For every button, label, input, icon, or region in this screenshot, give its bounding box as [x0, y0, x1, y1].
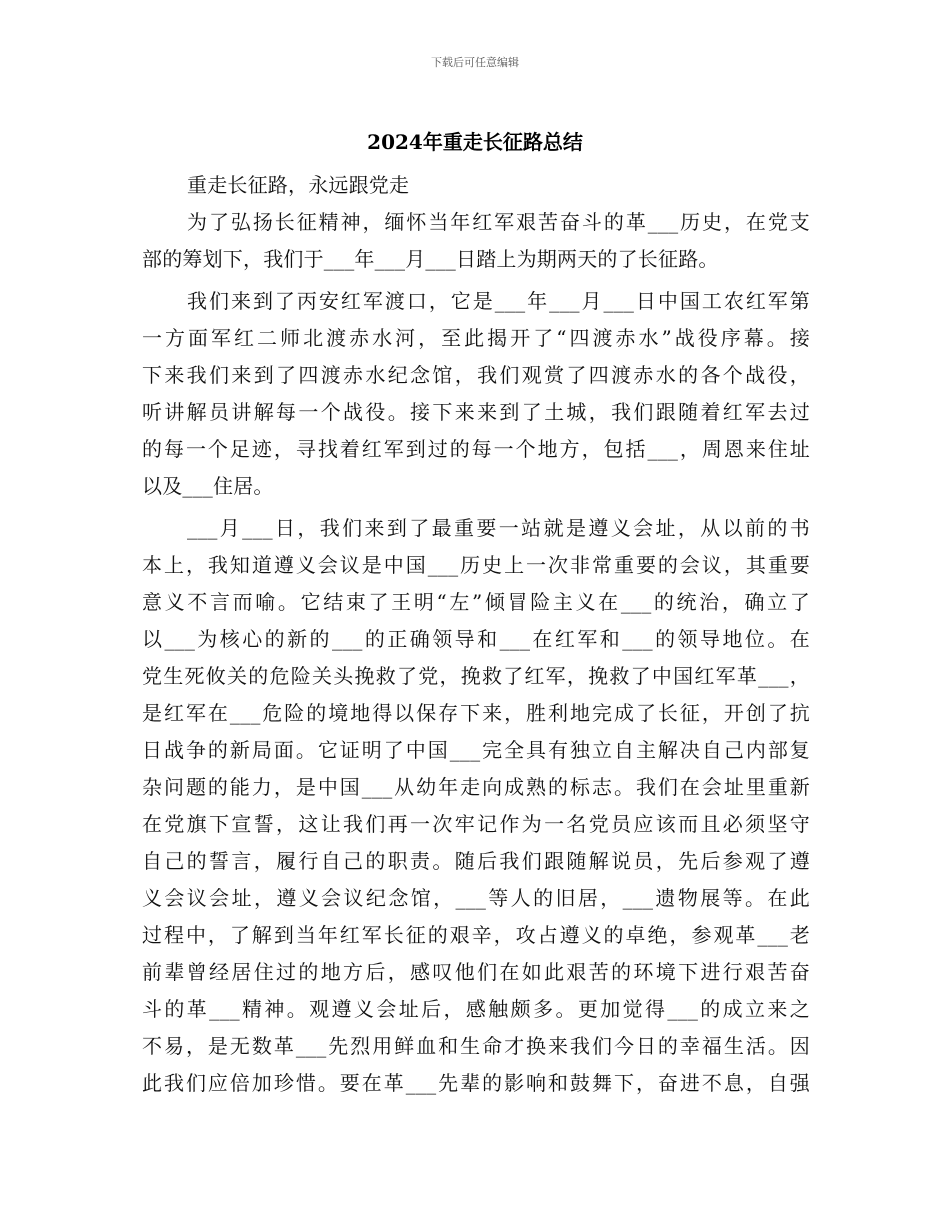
- paragraph-line: 的每一个足迹，寻找着红军到过的每一个地方，包括___，周恩来住址: [142, 437, 810, 461]
- paragraph-line: 为了弘扬长征精神，缅怀当年红军艰苦奋斗的革___历史，在党支: [187, 210, 810, 234]
- paragraph-line: 是红军在___危险的境地得以保存下来，胜利地完成了长征，开创了抗: [142, 701, 810, 725]
- paragraph-line: 在党旗下宣誓，这让我们再一次牢记作为一名党员应该而且必须坚守: [142, 812, 810, 836]
- paragraph-line: 前辈曾经居住过的地方后，感叹他们在如此艰苦的环境下进行艰苦奋: [142, 960, 810, 984]
- document-body: [142, 167, 810, 1102]
- paragraph-line: 一方面军红二师北渡赤水河，至此揭开了“四渡赤水”战役序幕。接: [142, 326, 810, 350]
- paragraph-line: 下来我们来到了四渡赤水纪念馆，我们观赏了四渡赤水的各个战役，: [142, 363, 810, 387]
- paragraph-line: 日战争的新局面。它证明了中国___完全具有独立自主解决自己内部复: [142, 738, 810, 762]
- paragraph-line: 本上，我知道遵义会议是中国___历史上一次非常重要的会议，其重要: [142, 553, 810, 577]
- paragraph-line: 此我们应倍加珍惜。要在革___先辈的影响和鼓舞下，奋进不息，自强: [142, 1071, 810, 1095]
- paragraph-line: 我们来到了丙安红军渡口，它是___年___月___日中国工农红军第: [187, 289, 810, 313]
- paragraph-line: 部的筹划下，我们于___年___月___日踏上为期两天的了长征路。: [142, 247, 719, 271]
- page-header-note: 下载后可任意编辑: [431, 56, 519, 69]
- paragraph-line: 义会议会址，遵义会议纪念馆，___等人的旧居，___遗物展等。在此: [142, 886, 810, 910]
- paragraph-1: [142, 204, 810, 278]
- document-title: 2024年重走长征路总结: [367, 130, 583, 154]
- paragraph-line: 不易，是无数革___先烈用鲜血和生命才换来我们今日的幸福生活。因: [142, 1034, 810, 1058]
- paragraph-line: 听讲解员讲解每一个战役。接下来来到了土城，我们跟随着红军去过: [142, 400, 810, 424]
- paragraph-3: [142, 510, 810, 1102]
- paragraph-line: 斗的革___精神。观遵义会址后，感触颇多。更加觉得___的成立来之: [142, 997, 810, 1021]
- paragraph-line: 以及___住居。: [142, 474, 274, 498]
- paragraph-line: ___月___日，我们来到了最重要一站就是遵义会址，从以前的书: [187, 516, 810, 540]
- document-subtitle: 重走长征路，永远跟党走: [187, 173, 410, 197]
- paragraph-line: 意义不言而喻。它结束了王明“左”倾冒险主义在___的统治，确立了: [142, 590, 810, 614]
- paragraph-2: [142, 283, 810, 505]
- paragraph-line: 杂问题的能力，是中国___从幼年走向成熟的标志。我们在会址里重新: [142, 775, 810, 799]
- paragraph-line: 以___为核心的新的___的正确领导和___在红军和___的领导地位。在: [142, 627, 810, 651]
- paragraph-line: 自己的誓言，履行自己的职责。随后我们跟随解说员，先后参观了遵: [142, 849, 810, 873]
- paragraph-line: 过程中，了解到当年红军长征的艰辛，攻占遵义的卓绝，参观革___老: [142, 923, 810, 947]
- paragraph-line: 党生死攸关的危险关头挽救了党，挽救了红军，挽救了中国红军革___，: [142, 664, 810, 688]
